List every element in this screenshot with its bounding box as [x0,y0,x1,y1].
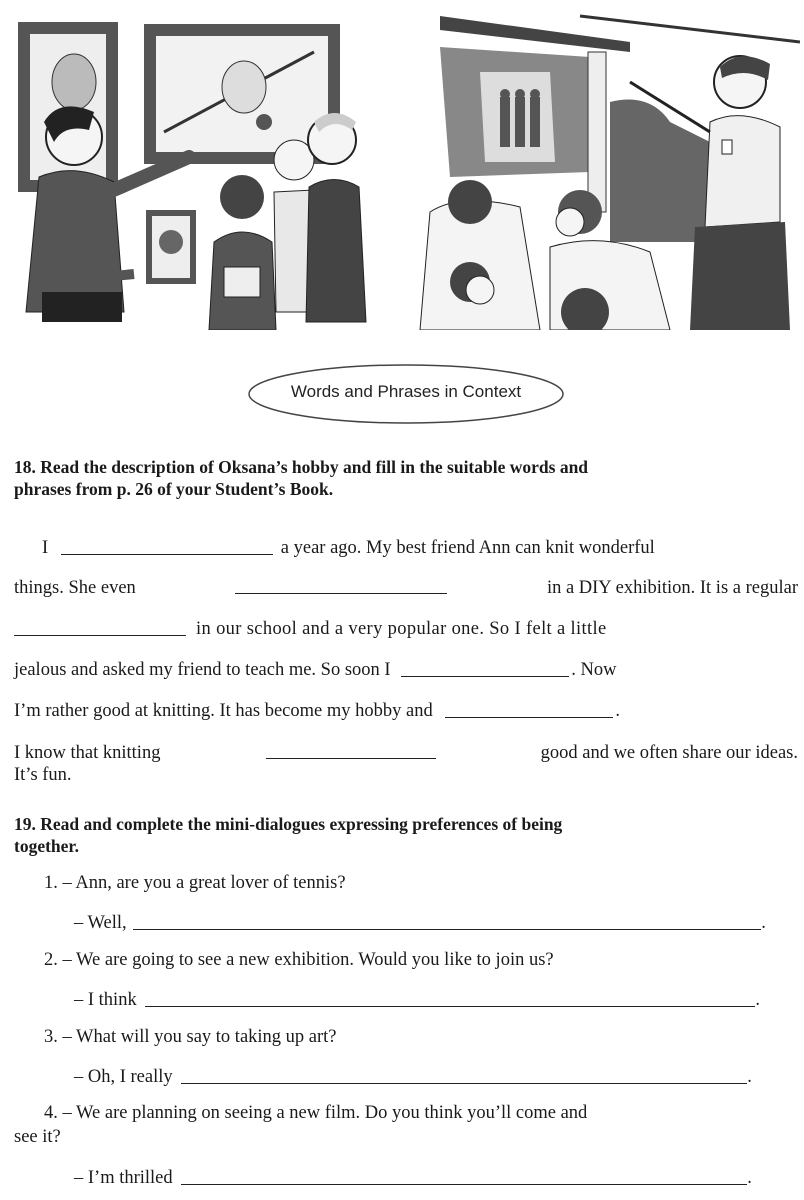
instruction-line [14,456,798,478]
dialogue-number: 1. [44,873,58,893]
answer-end: . [761,913,766,933]
dialogue-3-question [14,1024,798,1050]
dialogue-1-question [14,870,798,896]
instruction-text: 18. Read the description of Oksana’s hobby and fill in the suitable words and [14,457,589,477]
answer-start: – I’m thrilled [74,1168,173,1188]
answer-blank-1[interactable] [61,536,273,555]
line-text: in a DIY exhibition. It is a regular [546,578,798,598]
answer-blank-2[interactable] [235,575,447,594]
instruction-text: together. [14,836,79,856]
line-text: jealous and asked my friend to teach me. So soon I [14,660,391,680]
dialogue-4-question-cont [14,1124,798,1150]
answer-blank-dialogue-2[interactable] [145,988,755,1007]
dialogue-4-question-line [44,1100,587,1126]
line-text: I know that knitting [14,743,161,763]
exercise-18-instruction [14,456,798,500]
answer-blank-3[interactable] [14,617,186,636]
answer-blank-dialogue-3[interactable] [181,1065,747,1084]
section-banner-title: Words and Phrases in Context [290,382,522,401]
dialogue-2-question [14,947,798,973]
line-text: I [42,538,49,558]
dialogue-3-answer [14,1064,798,1090]
bus-tour-illustration [410,12,800,330]
instruction-text: 19. Read and complete the mini-dialogues expressing preferences of being [14,814,563,834]
dialogue-question: see it? [14,1127,61,1147]
dialogue-2-answer [14,987,798,1013]
line-text: in our school and a very popular one. So I felt a little [196,619,607,639]
line-text: good and we often share our ideas. [540,743,798,763]
answer-blank-6[interactable] [266,740,436,759]
answer-start: – I think [74,990,137,1010]
section-banner [246,362,566,426]
line-text: . Now [571,660,617,680]
dialogue-number: 2. [44,950,58,970]
fill-in-line-1 [14,535,798,561]
museum-gallery-illustration [14,12,384,330]
answer-end: . [747,1067,752,1087]
dialogue-4-question [14,1100,798,1126]
answer-end: . [747,1168,752,1188]
fill-in-line-4 [14,657,798,683]
fill-in-line-3 [14,616,798,642]
line-text: a year ago. My best friend Ann can knit wonderful [280,538,655,558]
answer-start: – Well, [74,913,127,933]
dialogue-question: – We are going to see a new exhibition. Would you like to join us? [62,950,554,970]
instruction-line [14,813,798,835]
answer-blank-dialogue-1[interactable] [133,911,761,930]
line-text: It’s fun. [14,765,72,785]
answer-blank-5[interactable] [445,699,613,718]
fill-in-line-5 [14,698,798,724]
answer-blank-4[interactable] [401,658,569,677]
dialogue-question: – Ann, are you a great lover of tennis? [62,873,346,893]
dialogue-question: – We are planning on seeing a new film. Do you think you’ll come and [62,1103,588,1123]
dialogue-number: 4. [44,1103,58,1123]
line-text: I’m rather good at knitting. It has become my hobby and [14,701,433,721]
exercise-19-instruction [14,813,798,857]
fill-in-line-7 [14,762,798,788]
line-text: . [615,701,620,721]
answer-end: . [755,990,760,1010]
dialogue-number: 3. [44,1027,58,1047]
answer-blank-dialogue-4[interactable] [181,1166,747,1185]
line-text: things. She even [14,578,136,598]
dialogue-1-answer [14,910,798,936]
instruction-text: phrases from p. 26 of your Student’s Book. [14,479,334,499]
dialogue-question: – What will you say to taking up art? [62,1027,337,1047]
dialogue-4-answer [14,1165,798,1191]
fill-in-line-2 [14,575,798,601]
answer-start: – Oh, I really [74,1067,173,1087]
